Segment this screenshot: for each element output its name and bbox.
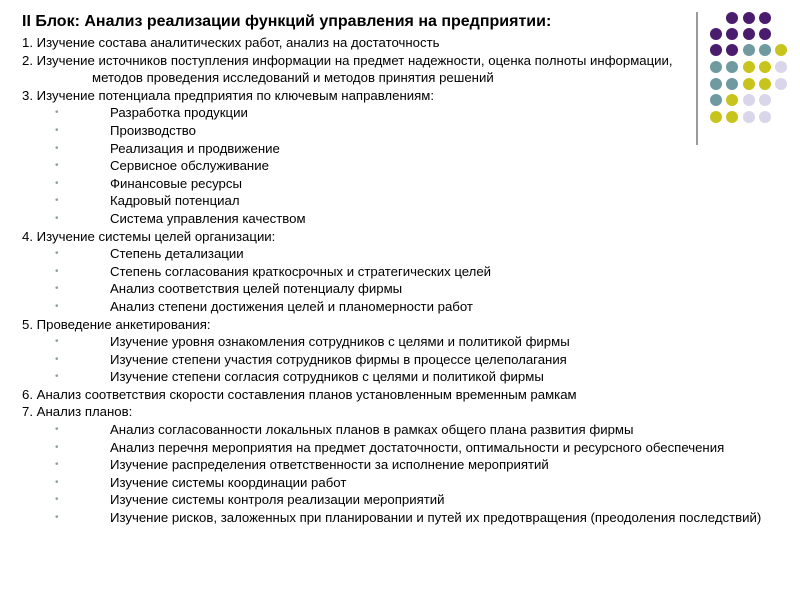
slide-title: II Блок: Анализ реализации функций управления на предприятии:: [22, 13, 552, 30]
sub-list-item-text: Анализ согласованности локальных планов в рамках общего плана развития фирмы: [110, 422, 634, 438]
slide-content: [22, 12, 792, 527]
sub-list-item-text: Изучение системы контроля реализации мероприятий: [110, 492, 445, 508]
sub-list-item: [22, 280, 792, 298]
bullet-icon: •: [55, 476, 59, 488]
sub-list-item-text: Кадровый потенциал: [110, 193, 240, 209]
sub-list-item: [22, 439, 790, 457]
bullet-icon: •: [55, 283, 59, 295]
bullet-icon: •: [55, 459, 59, 471]
sub-list-item-text: Реализация и продвижение: [110, 140, 280, 156]
bullet-icon: •: [55, 494, 59, 506]
bullet-icon: •: [55, 124, 59, 136]
sub-list-item-text: Степень детализации: [110, 246, 244, 262]
sub-list-item: [22, 351, 792, 369]
list-item: 3. Изучение потенциала предприятия по ключевым направлениям:: [22, 87, 434, 103]
sub-list-item: [22, 491, 792, 509]
bullet-icon: •: [55, 248, 59, 260]
sub-list-item-text: Финансовые ресурсы: [110, 175, 242, 191]
sub-list-item: [22, 263, 792, 281]
sub-list-item-text: Анализ перечня мероприятия на предмет достаточности, оптимальности и ресурсного обеспечения: [110, 439, 725, 455]
sub-list-item: [22, 210, 792, 228]
list-item: 5. Проведение анкетирования:: [22, 316, 211, 332]
sub-list-item-text: Изучение степени согласия сотрудников с целями и политикой фирмы: [110, 369, 544, 385]
bullet-icon: •: [55, 300, 59, 312]
sub-list-item-text: Изучение системы координации работ: [110, 474, 347, 490]
bullet-icon: •: [55, 195, 59, 207]
sub-list-item-text: Сервисное обслуживание: [110, 158, 269, 174]
sub-list-item: [22, 298, 792, 316]
sub-list-item-text: Изучение степени участия сотрудников фирмы в процессе целеполагания: [110, 351, 567, 367]
bullet-icon: •: [55, 142, 59, 154]
sub-list-item: [22, 104, 792, 122]
list-item: 1. Изучение состава аналитических работ, анализ на достаточность: [22, 35, 440, 50]
sub-list-item: [22, 474, 792, 492]
sub-list-item-text: Анализ соответствия целей потенциалу фирмы: [110, 281, 403, 297]
sub-list-item-text: Изучение уровня ознакомления сотрудников с целями и политикой фирмы: [110, 334, 570, 350]
bullet-icon: •: [55, 353, 59, 365]
bullet-icon: •: [55, 177, 59, 189]
sub-list-item: [22, 421, 790, 439]
sub-list-item: [22, 333, 792, 351]
bullet-icon: •: [55, 512, 59, 524]
bullet-icon: •: [55, 160, 59, 172]
list-item: 4. Изучение системы целей организации:: [22, 228, 276, 244]
bullet-icon: •: [55, 265, 59, 277]
bullet-icon: •: [55, 336, 59, 348]
bullet-icon: •: [55, 441, 59, 453]
item-list: [22, 34, 792, 527]
sub-list-item-text: Система управления качеством: [110, 210, 306, 226]
sub-list-item-text: Анализ степени достижения целей и планомерности работ: [110, 298, 473, 314]
sub-list-item: [22, 122, 792, 140]
list-item: 6. Анализ соответствия скорости составления планов установленным временным рамкам: [22, 386, 577, 402]
sub-list-item-text: Степень согласования краткосрочных и стратегических целей: [110, 263, 492, 279]
sub-list-item: [22, 509, 790, 527]
sub-list-item: [22, 245, 792, 263]
bullet-icon: •: [55, 212, 59, 224]
sub-list-item-text: Производство: [110, 122, 196, 138]
sub-list-item-text: Изучение распределения ответственности за исполнение мероприятий: [110, 457, 549, 473]
bullet-icon: •: [55, 371, 59, 383]
bullet-icon: •: [55, 424, 59, 436]
sub-list-item: [22, 175, 792, 193]
bullet-icon: •: [55, 107, 59, 119]
sub-list-item: [22, 140, 792, 158]
list-item-continuation: методов проведения исследований и методов принятия решений: [92, 70, 494, 86]
sub-list-item: [22, 368, 792, 386]
sub-list-item: [22, 157, 792, 175]
sub-list-item: [22, 192, 792, 210]
list-item: 2. Изучение источников поступления информации на предмет надежности, оценка полноты информации,: [22, 52, 673, 68]
sub-list-item: [22, 456, 792, 474]
sub-list-item-text: Разработка продукции: [110, 105, 248, 121]
sub-list-item-text: Изучение рисков, заложенных при планировании и путей их предотвращения (преодоления последствий): [110, 510, 762, 526]
list-item: 7. Анализ планов:: [22, 404, 133, 420]
